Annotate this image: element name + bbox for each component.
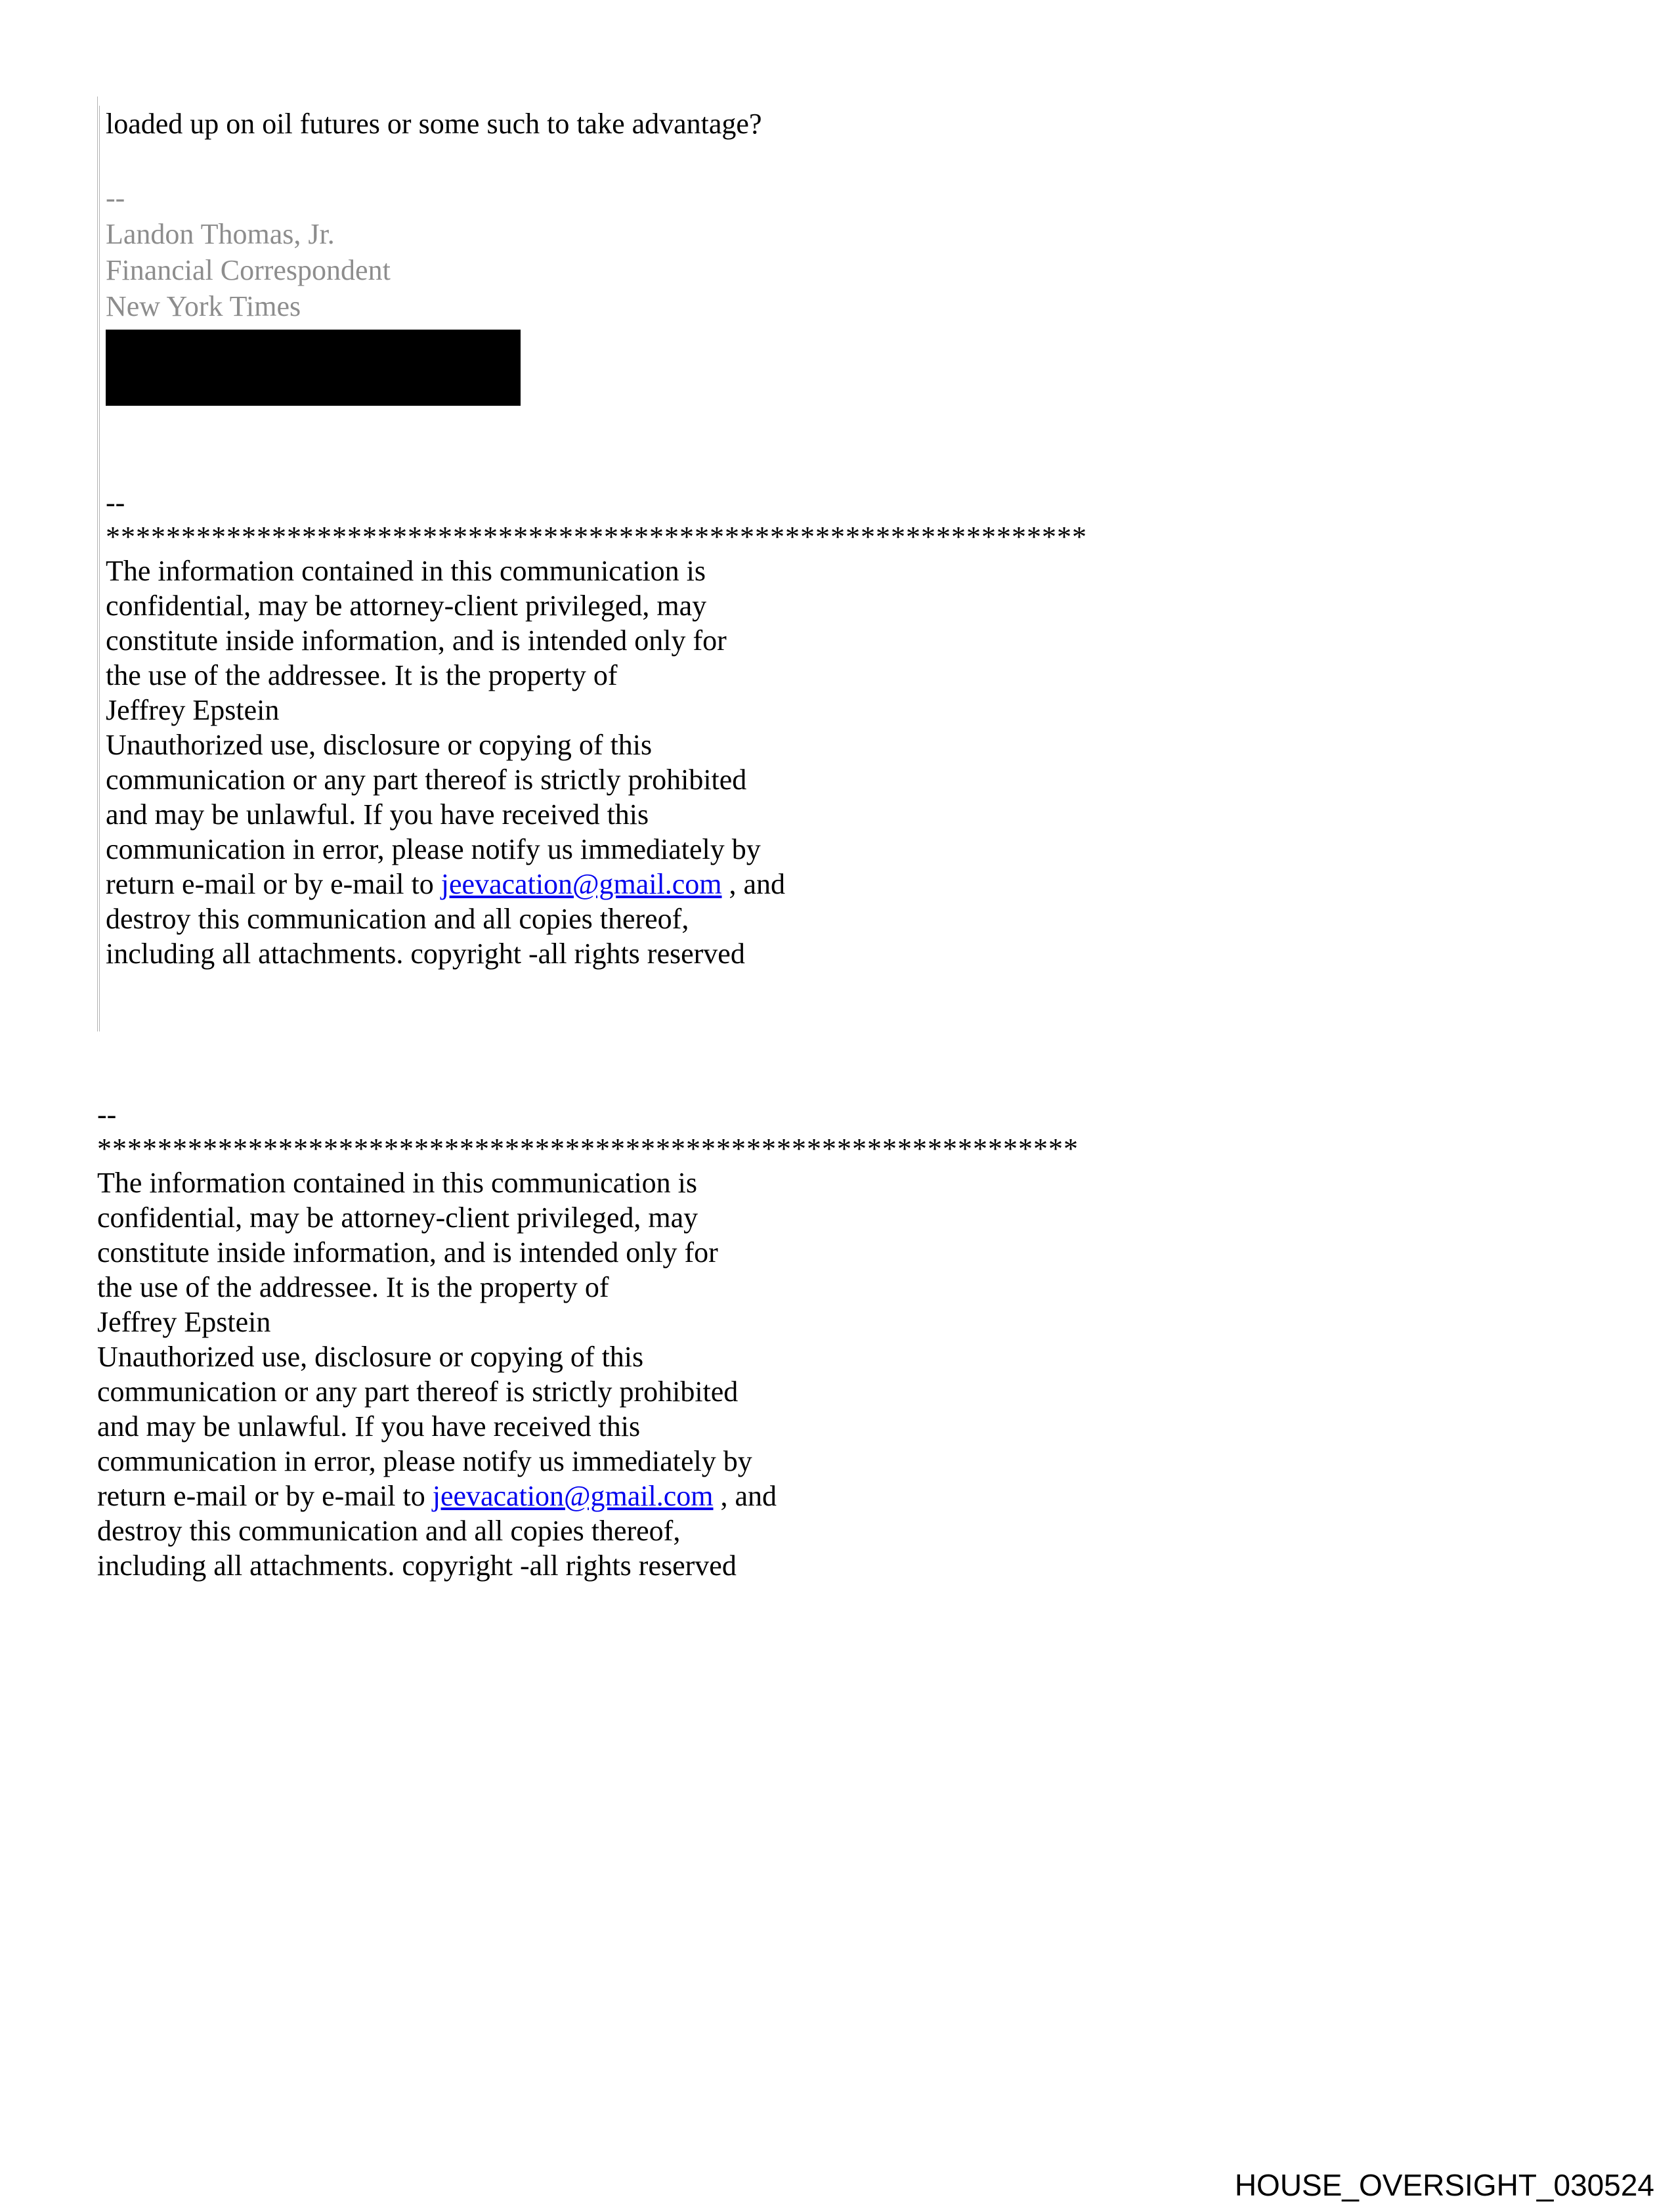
disclaimer-line: Jeffrey Epstein [106, 694, 280, 726]
quoted-email-block [97, 97, 1149, 1031]
disclaimer-line: communication or any part thereof is strictly prohibited [97, 1376, 739, 1408]
email-link[interactable]: jeevacation@gmail.com [440, 868, 722, 900]
email-link[interactable]: jeevacation@gmail.com [432, 1480, 714, 1512]
signature-organization: New York Times [106, 290, 301, 322]
signature-separator: -- [106, 182, 125, 214]
disclaimer-line: and may be unlawful. If you have received this [106, 798, 649, 831]
asterisk-divider: ***************************************************************** [106, 521, 1087, 553]
disclaimer-line: Unauthorized use, disclosure or copying of this [106, 729, 653, 761]
disclaimer-line: including all attachments. copyright -all rights reserved [106, 938, 745, 970]
disclaimer-line: destroy this communication and all copies thereof, [97, 1515, 681, 1547]
signature-title: Financial Correspondent [106, 254, 391, 286]
bates-number: HOUSE_OVERSIGHT_030524 [1234, 2168, 1654, 2202]
disclaimer-link-suffix: , and [713, 1480, 777, 1512]
second-disclaimer-block [97, 1096, 1148, 1583]
disclaimer-line: the use of the addressee. It is the property of [97, 1271, 609, 1303]
disclaimer-line: The information contained in this communication is [97, 1167, 698, 1199]
confidentiality-disclaimer [97, 1165, 1148, 1583]
disclaimer-link-prefix: return e-mail or by e-mail to [97, 1480, 433, 1512]
email-body-line: loaded up on oil futures or some such to take advantage? [106, 108, 762, 140]
disclaimer-link-line [97, 1479, 1148, 1513]
disclaimer-line: communication or any part thereof is strictly prohibited [106, 764, 747, 796]
disclaimer-line: Jeffrey Epstein [97, 1306, 271, 1338]
disclaimer-line: destroy this communication and all copies thereof, [106, 903, 689, 935]
disclaimer-line: the use of the addressee. It is the property of [106, 659, 618, 691]
signature-name: Landon Thomas, Jr. [106, 218, 335, 250]
disclaimer-link-prefix: return e-mail or by e-mail to [106, 868, 441, 900]
disclaimer-line: Unauthorized use, disclosure or copying of this [97, 1341, 644, 1373]
redaction-box [106, 330, 521, 406]
disclaimer-line: including all attachments. copyright -all rights reserved [97, 1550, 737, 1582]
disclaimer-line: constitute inside information, and is intended only for [97, 1236, 718, 1269]
disclaimer-separator: -- [97, 1098, 117, 1131]
disclaimer-link-line [106, 867, 1149, 901]
quote-bar [99, 106, 1149, 1031]
disclaimer-line: confidential, may be attorney-client privileged, may [97, 1202, 698, 1234]
disclaimer-line: communication in error, please notify us immediately by [106, 833, 761, 865]
asterisk-divider: ***************************************************************** [97, 1133, 1079, 1165]
disclaimer-separator: -- [106, 487, 125, 519]
disclaimer-line: The information contained in this communication is [106, 555, 706, 587]
confidentiality-disclaimer [106, 553, 1149, 971]
disclaimer-line: and may be unlawful. If you have received this [97, 1410, 641, 1442]
disclaimer-link-suffix: , and [721, 868, 786, 900]
disclaimer-line: communication in error, please notify us immediately by [97, 1445, 752, 1477]
disclaimer-line: constitute inside information, and is intended only for [106, 624, 727, 657]
disclaimer-line: confidential, may be attorney-client privileged, may [106, 590, 707, 622]
